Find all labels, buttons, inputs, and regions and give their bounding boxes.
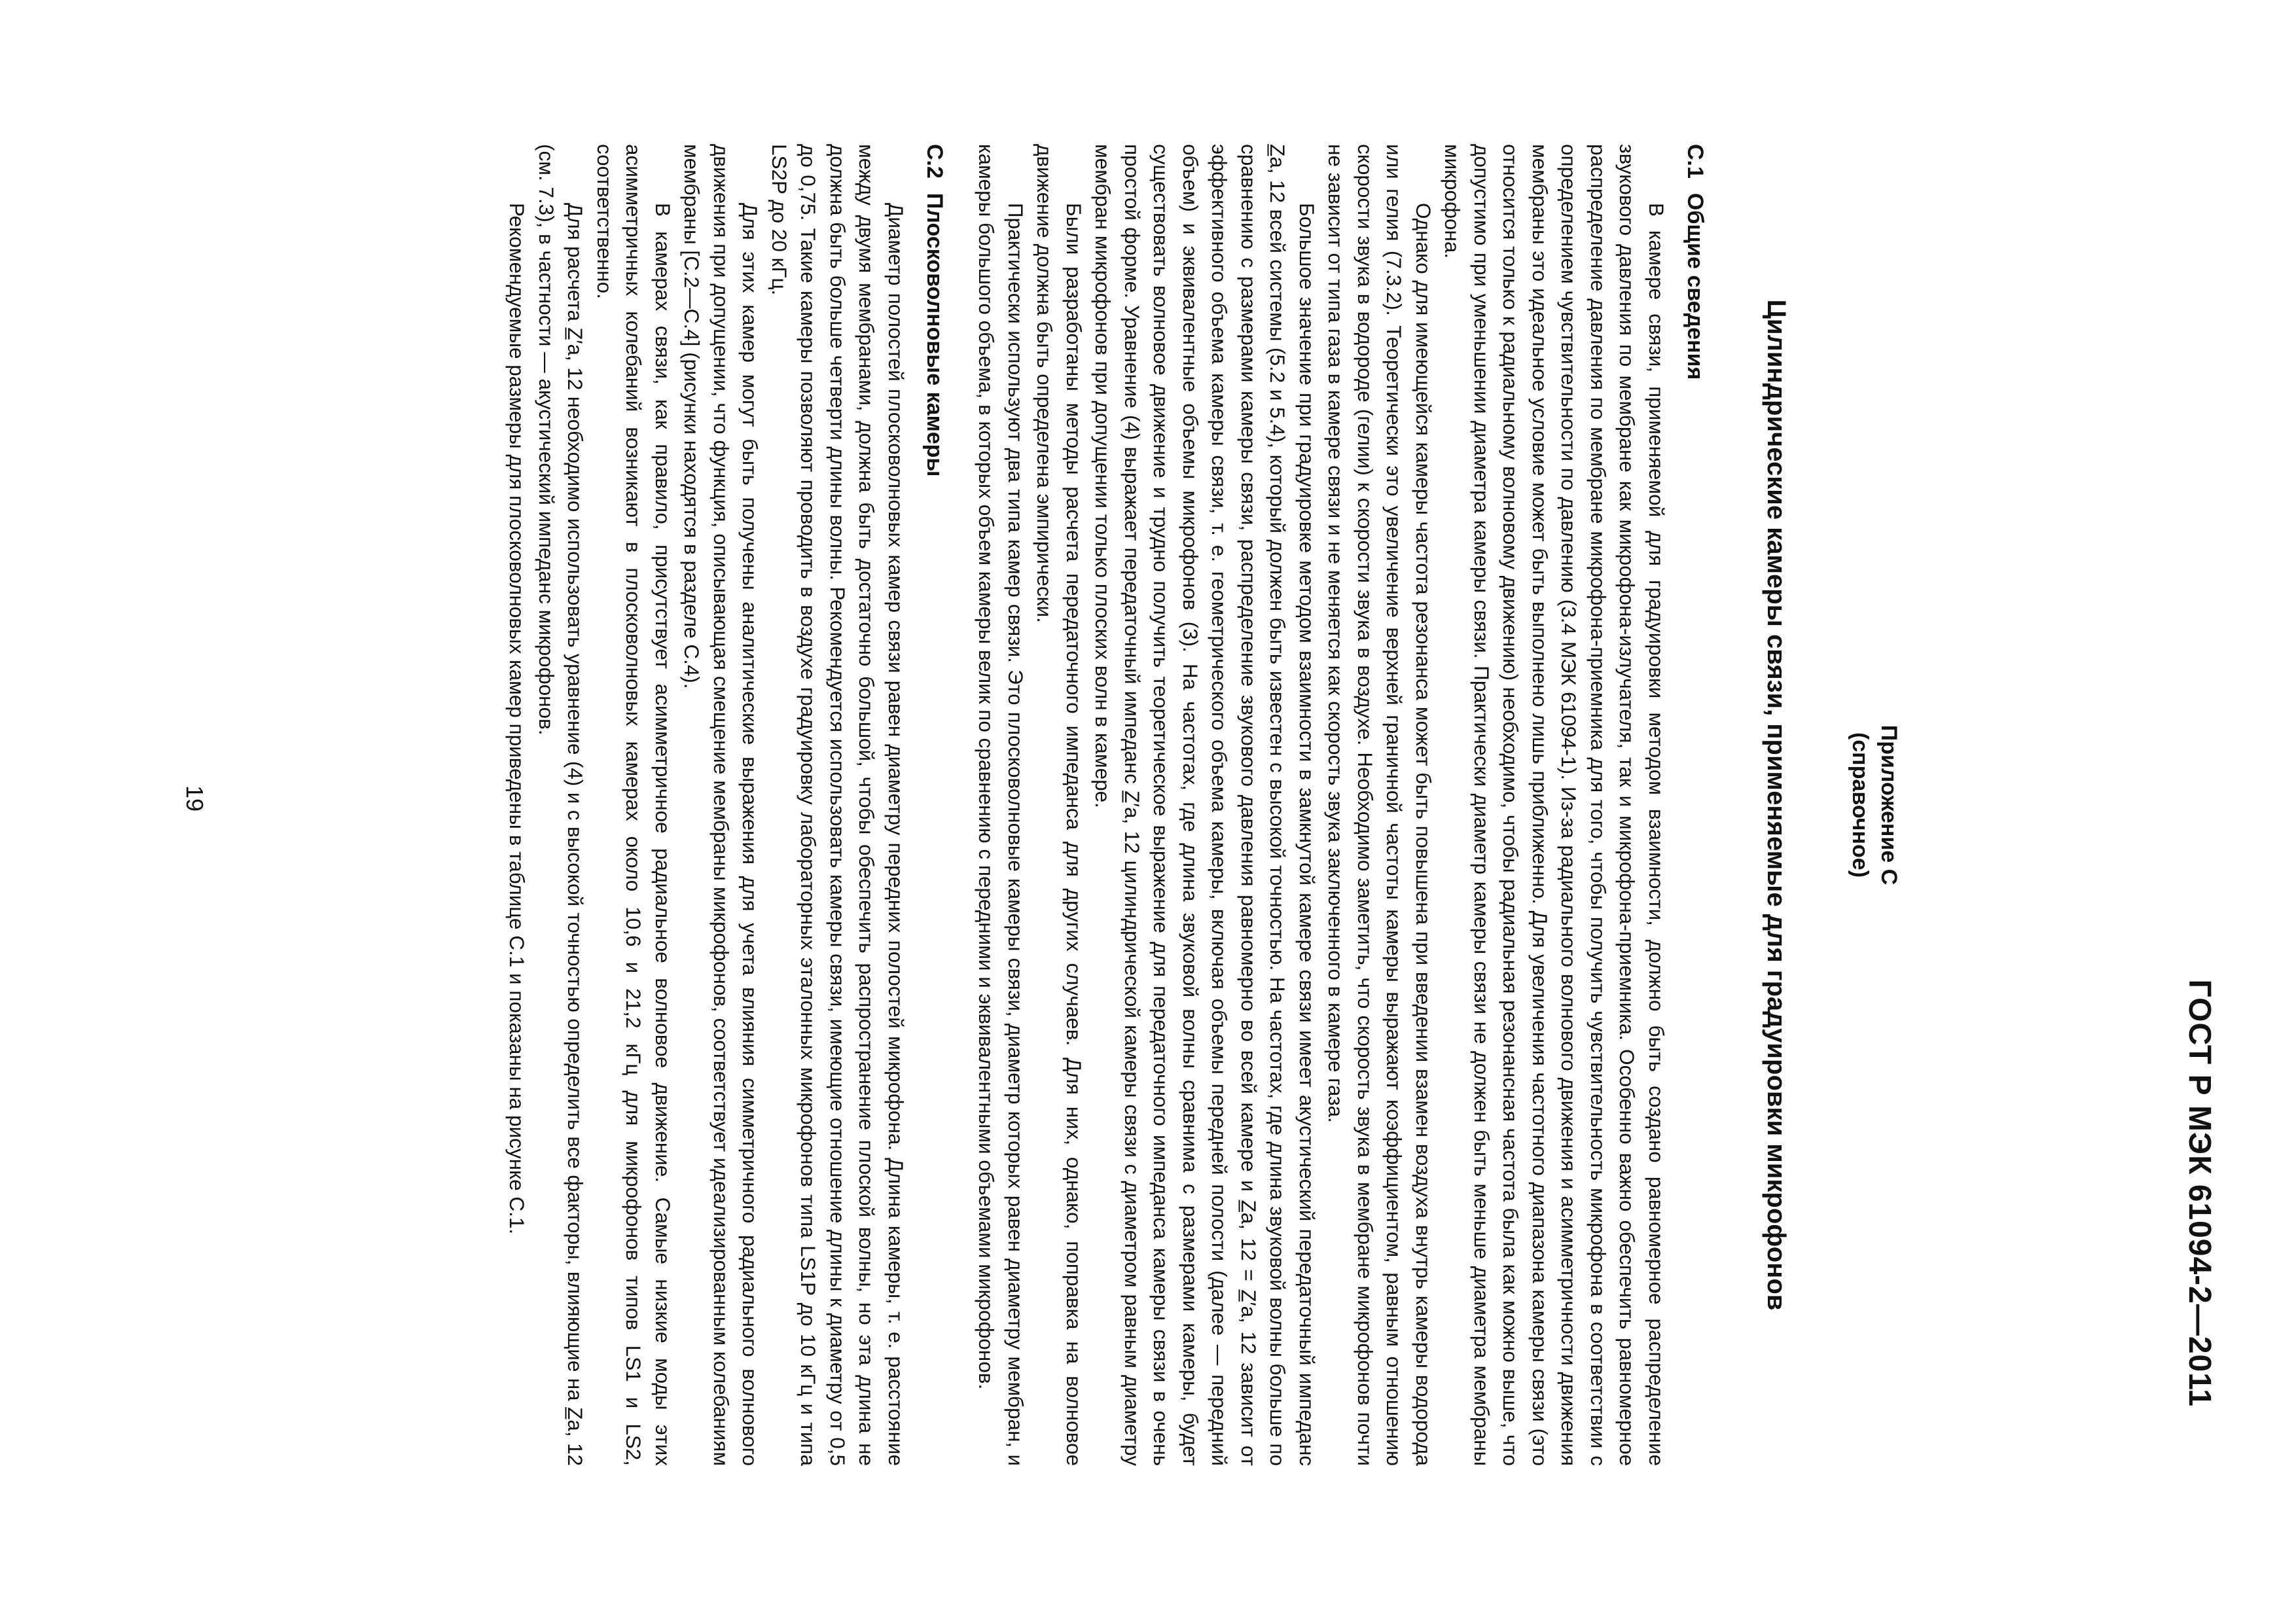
page-number: 19 xyxy=(181,785,208,812)
paragraph: Рекомендуемые размеры для плосковолновых камер приведены в таблице С.1 и показаны на рисунке С.1. xyxy=(505,203,529,1235)
section-number: С.1 xyxy=(1683,144,1708,179)
section-title: Общие сведения xyxy=(1683,192,1708,380)
section-number: С.2 xyxy=(922,144,947,179)
page-content xyxy=(503,144,1903,1466)
paragraph: В камере связи, применяемой для градуировки методом взаимности, должно быть создано равномерное распределение звукового давления по мембране как микрофона-излучателя, так и микрофона-приемника. Особенно важно обеспечить равномерное распределение давления по мембране микрофона-приемника для того, чтобы получить чувствительность микрофона в соответствии с определением чувствительности по давлению (3.4 МЭК 61094-1). Из-за радиального волнового движения и асимметричности движения мембраны это идеальное условие может быть выполнено лишь приближенно. Для увеличения частотного диапазона камеры связи (это относится только к радиальному волновому движению) необходимо, чтобы радиальная резонансная частота была как можно выше, что допустимо при уменьшении диаметра камеры связи. Практически диаметр камеры связи не должен быть меньше диаметра мембраны микрофона. xyxy=(1441,144,1668,1466)
paragraph: Большое значение при градуировке методом взаимности в замкнутой камере связи имеет акустический передаточный импеданс Z̲a, 12 всей системы (5.2 и 5.4), который должен быть известен с высокой точностью. На частотах, где длина звуковой волны больше по сравнению с размерами камеры связи, распределение звукового давления равномерно во всей камере и Z̲a, 12 = Z̲′a, 12 зависит от эффективного объема камеры связи, т. е. геометрического объема камеры, включая объемы передней полости (далее — передний объем) и эквивалентные объемы микрофонов (3). На частотах, где длина звуковой волны сравнима с размерами камеры, будет существовать волновое движение и трудно получить теоретическое выражение для передаточного импеданса камеры связи в очень простой форме. Уравнение (4) выражает передаточный импеданс Z̲′a, 12 цилиндрической камеры связи с диаметром равным диаметру мембран микрофонов при допущении только плоских волн в камере. xyxy=(1091,144,1319,1466)
paragraph: Для расчета Z̲′a, 12 необходимо использовать уравнение (4) и с высокой точностью определить все факторы, влияющие на Z̲a, 12 (см. 7.3), в частности — акустический импеданс микрофонов. xyxy=(535,144,588,1466)
paragraph: Для этих камер могут быть получены аналитические выражения для учета влияния симметричного радиального волнового движения при допущении, что функция, описывающая смещение мембраны микрофонов, соответствует идеализированным колебаниям мембраны [C.2—C.4] (рисунки находятся в разделе С.4). xyxy=(680,144,762,1466)
paragraph: Практически используют два типа камер связи. Это плосковолновые камеры связи, диаметр которых равен диаметру мембран, и камеры большого объема, в которых объем камеры велик по сравнению с передними и эквивалентными объемами микрофонов. xyxy=(975,144,1028,1466)
paragraph: В камерах связи, как правило, присутствует асимметричное радиальное волновое движение. Самые низкие моды этих асимметричных колебаний возникают в плосковолновых камерах около 10,6 и 21,2 кГц для микрофонов типов LS1 и LS2, соответственно. xyxy=(593,144,675,1466)
annex-label: Приложение С xyxy=(1876,724,1901,885)
paragraph: Однако для имеющейся камеры частота резонанса может быть повышена при введении взамен воздуха внутрь камеры водорода или гелия (7.3.2). Теоретически это увеличение верхней граничной частоты камеры выражают коэффициентом, равным отношению скорости звука в водороде (гелии) к скорости звука в воздухе. Необходимо заметить, что скорость звука в мембране микрофонов почти не зависит от типа газа в камере связи и не меняется как скорость звука заключенного в камере газа. xyxy=(1324,144,1435,1466)
section-title: Плосковолновые камеры xyxy=(922,192,947,477)
section-heading xyxy=(920,144,950,1466)
paragraph: Диаметр полостей плосковолновых камер связи равен диаметру передних полостей микрофона. Длина камеры, т. е. расстояние между двумя мембранами, должна быть достаточно большой, чтобы обеспечить распространение плоской волны, но эта длина не должна быть больше четверти длины волны. Рекомендуется использовать камеры связи, имеющие отношение длины к диаметру от 0,5 до 0,75. Такие камеры позволяют проводить в воздухе градуировку лабораторных эталонных микрофонов типа LS1P до 10 кГц и типа LS2P до 20 кГц. xyxy=(768,144,908,1466)
annex-title: Цилиндрические камеры связи, применяемые для градуировки микрофонов xyxy=(1762,299,1791,1311)
paragraph: Были разработаны методы расчета передаточного импеданса для других случаев. Для них, однако, поправка на волновое движение должна быть определена эмпирически. xyxy=(1033,144,1086,1466)
annex-kind: (справочное) xyxy=(1848,732,1873,878)
section-heading xyxy=(1680,144,1710,1466)
standard-designation: ГОСТ Р МЭК 61094-2—2011 xyxy=(2182,979,2217,1407)
